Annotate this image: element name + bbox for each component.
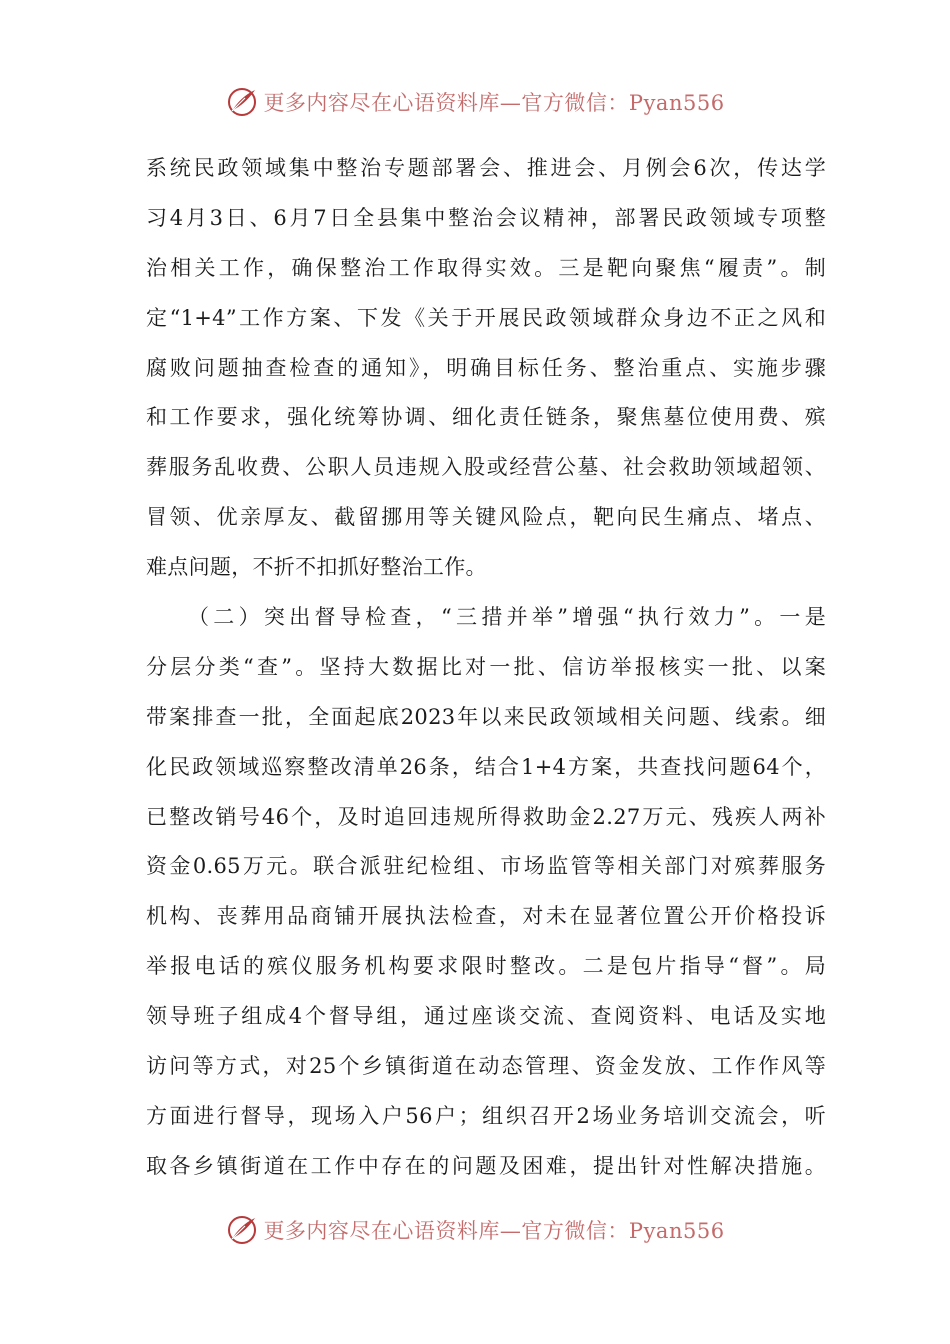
body-line: 和工作要求，强化统筹协调、细化责任链条，聚焦墓位使用费、殡 (146, 405, 826, 430)
body-line: 方面进行督导，现场入户56户；组织召开2场业务培训交流会，听 (146, 1103, 826, 1128)
footer-watermark (0, 1210, 950, 1250)
body-line: 系统民政领域集中整治专题部署会、推进会、月例会6次，传达学 (146, 156, 826, 180)
body-line: 举报电话的殡仪服务机构要求限时整改。二是包片指导“督”。局 (146, 954, 826, 979)
body-line: 冒领、优亲厚友、截留挪用等关键风险点，靶向民生痛点、堵点、 (146, 505, 826, 530)
body-line: 机构、丧葬用品商铺开展执法检查，对未在显著位置公开价格投诉 (146, 904, 826, 929)
watermark-text: 更多内容尽在心语资料库—官方微信：Pyan556 (263, 91, 725, 115)
body-line: 定“1+4”工作方案、下发《关于开展民政领域群众身边不正之风和 (146, 305, 826, 330)
body-line: 分层分类“查”。坚持大数据比对一批、信访举报核实一批、以案 (146, 654, 826, 679)
body-line: 腐败问题抽查检查的通知》，明确目标任务、整治重点、实施步骤 (146, 355, 826, 380)
body-line: 治相关工作，确保整治工作取得实效。三是靶向聚焦“履责”。制 (146, 255, 826, 280)
body-line: 习4月3日、6月7日全县集中整治会议精神，部署民政领域专项整 (146, 205, 826, 230)
body-line: 带案排查一批，全面起底2023年以来民政领域相关问题、线索。细 (146, 704, 826, 729)
feather-pen-logo-icon (225, 85, 259, 119)
body-line: 化民政领域巡察整改清单26条，结合1+4方案，共查找问题64个， (146, 754, 826, 779)
feather-pen-logo-icon (225, 1213, 259, 1247)
body-line: 访问等方式，对25个乡镇街道在动态管理、资金发放、工作作风等 (146, 1054, 826, 1079)
document-body (146, 144, 826, 1192)
watermark-text: 更多内容尽在心语资料库—官方微信：Pyan556 (263, 1219, 725, 1243)
body-line: 领导班子组成4个督导组，通过座谈交流、查阅资料、电话及实地 (146, 1004, 826, 1029)
paragraph-end-line: 难点问题，不折不扣抓好整治工作。 (146, 555, 487, 580)
body-line: 已整改销号46个，及时追回违规所得救助金2.27万元、残疾人两补 (146, 804, 826, 829)
body-line: 葬服务乱收费、公职人员违规入股或经营公墓、社会救助领域超领、 (146, 455, 826, 480)
body-line: 取各乡镇街道在工作中存在的问题及困难，提出针对性解决措施。 (146, 1153, 826, 1178)
header-watermark (0, 82, 950, 122)
section-heading-line: （二）突出督导检查，“三措并举”增强“执行效力”。一是 (188, 605, 826, 630)
body-line: 资金0.65万元。联合派驻纪检组、市场监管等相关部门对殡葬服务 (146, 854, 826, 879)
